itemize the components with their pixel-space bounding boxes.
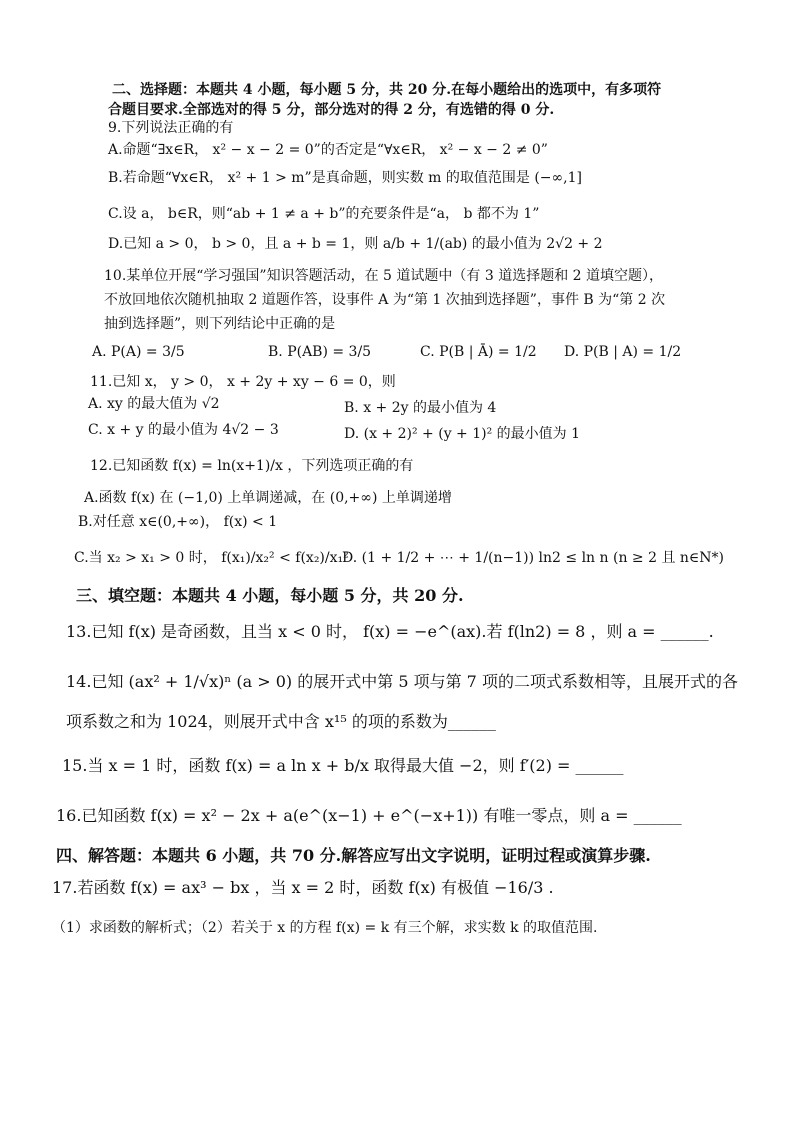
q12-option-d: D. (1 + 1/2 + ⋯ + 1/(n−1)) ln2 ≤ ln n (n ≥ 2 且 n∈N*) <box>342 550 724 566</box>
q9-stem: 9.下列说法正确的有 <box>108 120 234 136</box>
section2-heading: 二、选择题：本题共 4 小题，每小题 5 分，共 20 分.在每小题给出的选项中，有多项符 <box>112 82 662 98</box>
section4-heading: 四、解答题：本题共 6 小题，共 70 分.解答应写出文字说明，证明过程或演算步骤. <box>56 846 651 865</box>
q10-stem-line3: 抽到选择题”，则下列结论中正确的是 <box>104 316 336 332</box>
q10-option-c: C. P(B | Ā) = 1/2 <box>420 344 537 360</box>
q11-option-b: B. x + 2y 的最小值为 4 <box>344 400 497 416</box>
q12-option-b: B.对任意 x∈(0,+∞)， f(x) < 1 <box>78 514 278 530</box>
q10-stem-line2: 不放回地依次随机抽取 2 道题作答，设事件 A 为“第 1 次抽到选择题”，事件 B 为“第 2 次 <box>104 292 666 308</box>
q10-option-a: A. P(A) = 3/5 <box>92 344 185 360</box>
q17-parts: （1）求函数的解析式；（2）若关于 x 的方程 f(x) = k 有三个解，求实数 k 的取值范围. <box>52 920 598 936</box>
q11-option-a: A. xy 的最大值为 √2 <box>88 396 220 412</box>
q10-option-d: D. P(B | A) = 1/2 <box>564 344 682 360</box>
q10-stem-line1: 10.某单位开展“学习强国”知识答题活动，在 5 道试题中（有 3 道选择题和 2 道填空题）， <box>104 268 663 284</box>
q14-line1: 14.已知 (ax² + 1/√x)ⁿ (a > 0) 的展开式中第 5 项与第 7 项的二项式系数相等，且展开式的各 <box>66 672 738 691</box>
q17-stem: 17.若函数 f(x) = ax³ − bx ，当 x = 2 时，函数 f(x) 有极值 −16/3 . <box>52 878 554 897</box>
q9-option-b: B.若命题“∀x∈R， x² + 1 > m”是真命题，则实数 m 的取值范围是 (−∞,1] <box>108 170 583 186</box>
q10-option-b: B. P(AB) = 3/5 <box>268 344 372 360</box>
section2-heading-cont: 合题目要求.全部选对的得 5 分，部分选对的得 2 分，有选错的得 0 分. <box>108 102 555 118</box>
q12-option-c: C.当 x₂ > x₁ > 0 时， f(x₁)/x₂² < f(x₂)/x₁² <box>74 550 349 566</box>
q11-option-d: D. (x + 2)² + (y + 1)² 的最小值为 1 <box>344 426 581 442</box>
section3-heading: 三、填空题：本题共 4 小题，每小题 5 分，共 20 分. <box>76 586 464 605</box>
q9-option-c: C.设 a， b∈R，则“ab + 1 ≠ a + b”的充要条件是“a， b 都不为 1” <box>108 206 540 222</box>
q12-option-a: A.函数 f(x) 在 (−1,0) 上单调递减，在 (0,+∞) 上单调递增 <box>84 490 452 506</box>
q11-option-c: C. x + y 的最小值为 4√2 − 3 <box>88 422 279 438</box>
q16: 16.已知函数 f(x) = x² − 2x + a(e^(x−1) + e^(−x+1)) 有唯一零点，则 a = ______ <box>56 806 682 825</box>
q14-line2: 项系数之和为 1024，则展开式中含 x¹⁵ 的项的系数为______ <box>66 712 496 731</box>
q15: 15.当 x = 1 时，函数 f(x) = a ln x + b/x 取得最大值 −2，则 f′(2) = ______ <box>62 756 624 775</box>
q12-stem: 12.已知函数 f(x) = ln(x+1)/x ，下列选项正确的有 <box>90 458 414 474</box>
q9-option-d: D.已知 a > 0， b > 0，且 a + b = 1，则 a/b + 1/(ab) 的最小值为 2√2 + 2 <box>108 236 603 252</box>
q11-stem: 11.已知 x， y > 0， x + 2y + xy − 6 = 0，则 <box>90 374 396 390</box>
q9-option-a: A.命题“∃x∈R， x² − x − 2 = 0”的否定是“∀x∈R， x² − x − 2 ≠ 0” <box>108 142 548 158</box>
q13: 13.已知 f(x) 是奇函数，且当 x < 0 时， f(x) = −e^(ax).若 f(ln2) = 8 ，则 a = ______. <box>66 622 714 641</box>
